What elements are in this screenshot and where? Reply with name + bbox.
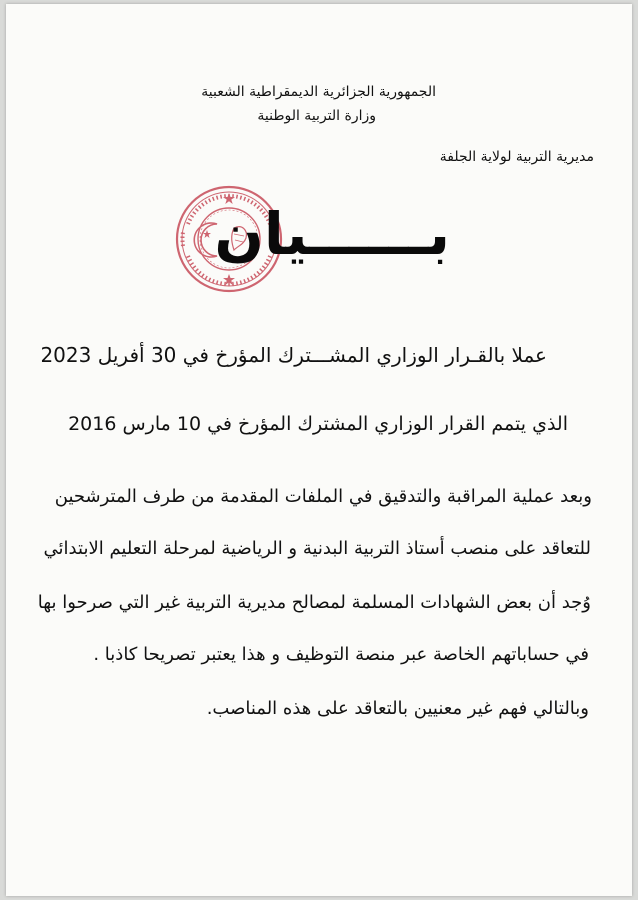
- republic-name: الجمهورية الجزائرية الديمقراطية الشعبية: [201, 84, 436, 100]
- body-line-3: وُجد أن بعض الشهادات المسلمة لمصالح مديرية التربية غير التي صرحوا بها: [37, 592, 591, 613]
- ministry-name: وزارة التربية الوطنية: [257, 108, 376, 124]
- directorate-name: مديرية التربية لولاية الجلفة: [439, 149, 594, 165]
- document-title: بــــــيان: [214, 200, 450, 268]
- reference-line-1: عملا بالقـرار الوزاري المشـــترك المؤرخ في 30 أفريل 2023: [40, 343, 547, 367]
- reference-line-2: الذي يتمم القرار الوزاري المشترك المؤرخ في 10 مارس 2016: [68, 413, 568, 435]
- body-line-4: في حساباتهم الخاصة عبر منصة التوظيف و هذا يعتبر تصريحا كاذبا .: [93, 644, 589, 665]
- body-line-2: للتعاقد على منصب أستاذ التربية البدنية و الرياضية لمرحلة التعليم الابتدائي: [43, 538, 591, 559]
- body-line-5: وبالتالي فهم غير معنيين بالتعاقد على هذه المناصب.: [206, 698, 589, 719]
- document-page: [6, 4, 632, 896]
- body-line-1: وبعد عملية المراقبة والتدقيق في الملفات المقدمة من طرف المترشحين: [54, 486, 592, 507]
